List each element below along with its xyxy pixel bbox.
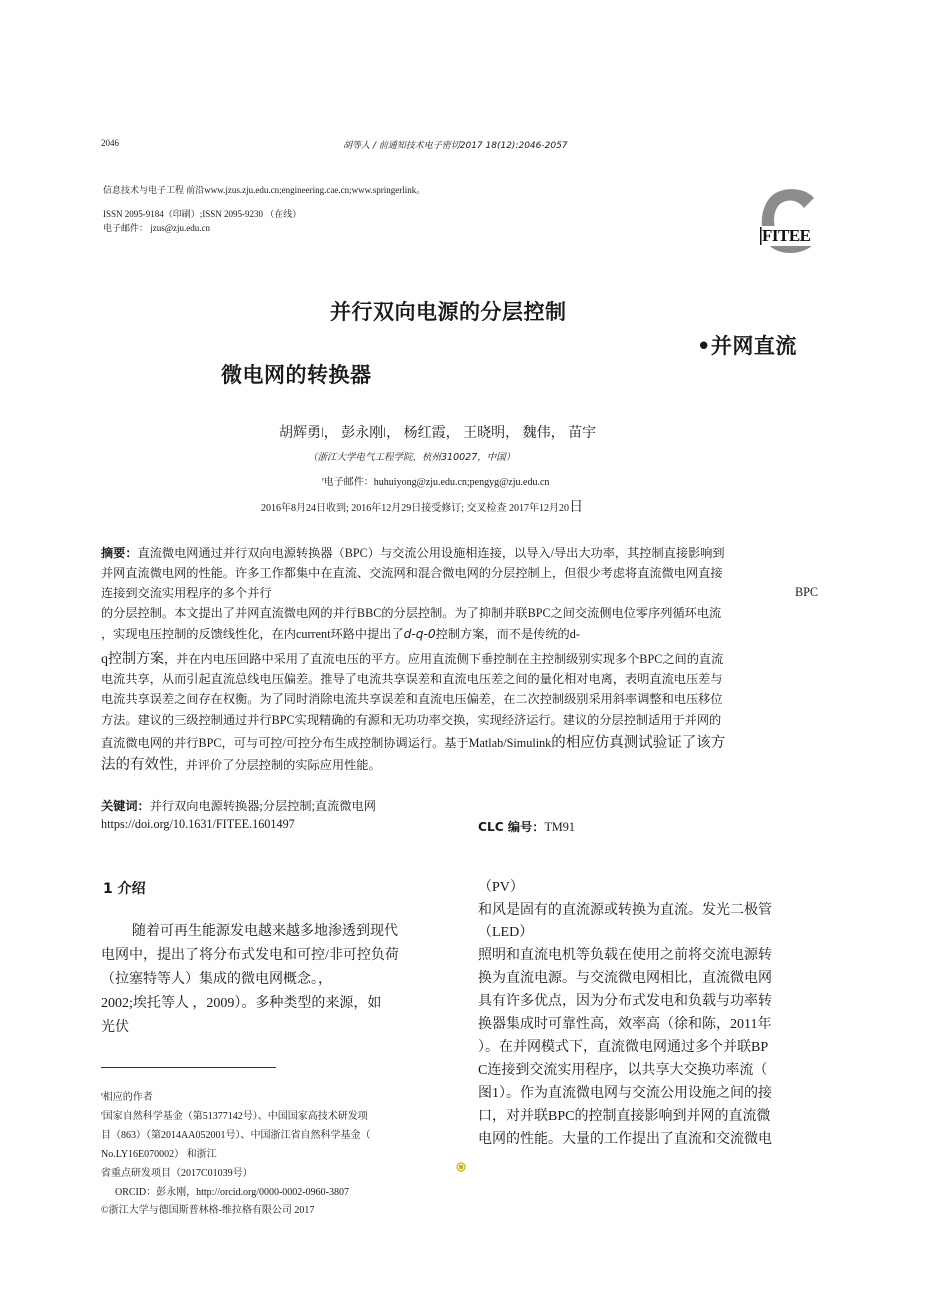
- abstract-line-9: 方法。建议的三级控制通过并行BPC实现精确的有源和无功功率交换，实现经济运行。建议的分层控制适用于并网的: [101, 713, 722, 727]
- intro-right-line-7: 换器集成时可靠性高，效率高（徐和陈，2011年: [478, 1017, 772, 1032]
- intro-left-line-3: （拉塞特等人）集成的微电网概念。，: [101, 972, 332, 987]
- page-number: 2046: [101, 138, 119, 148]
- doi-link[interactable]: https://doi.org/10.1631/FITEE.1601497: [101, 817, 295, 831]
- abstract-line-3-bpc: BPC: [795, 585, 819, 599]
- abstract-label: 摘要：: [101, 546, 138, 560]
- author-email: ꞌ电子邮件：huhuiyong@zju.edu.cn;pengyg@zju.edu.cn: [322, 477, 550, 488]
- footnote-funding-1: ꞌ国家自然科学基金（第51377142号）、中国国家高技术研发项: [101, 1111, 368, 1122]
- intro-right-line-11: 口，对并联BPC的控制直接影响到并网的直流微: [478, 1109, 771, 1124]
- fitee-logo: [756, 186, 822, 256]
- abstract-line-2: 并网直流微电网的性能。许多工作都集中在直流、交流网和混合微电网的分层控制上，但很少考虑将直流微电网直接: [101, 566, 723, 580]
- footnote-funding-3: No.LY16E070002） 和浙江: [101, 1149, 217, 1160]
- journal-running-title: 胡等人 / 前通知技术电子密切2017 18(12):2046-2057: [343, 141, 568, 151]
- abstract-line-4: 的分层控制。本文提出了并网直流微电网的并行BBC的分层控制。为了抑制并联BPC之间交流侧电位零序列循环电流: [101, 606, 722, 620]
- intro-left-line-4: 2002;埃托等人 ，2009）。多种类型的来源，如: [101, 996, 382, 1011]
- footnote-separator: [101, 1067, 276, 1068]
- intro-right-line-6: 具有许多优点，因为分布式发电和负载与功率转: [478, 994, 772, 1009]
- footnote-orcid: ORCID：彭永刚，http://orcid.org/0000-0002-0960-3807: [115, 1187, 349, 1198]
- intro-left-line-2: 电网中，提出了将分布式发电和可控/非可控负荷: [101, 948, 399, 963]
- dq0-term: d-q-0: [403, 627, 436, 641]
- affiliation: （浙江大学电气工程学院，杭州310027，中国）: [308, 452, 516, 463]
- abstract-line-5: ，实现电压控制的反馈线性化，在内current环路中提出了d-q-0控制方案，而不是传统的d-: [101, 627, 580, 641]
- intro-right-line-12: 电网的性能。大量的工作提出了直流和交流微电: [478, 1132, 772, 1147]
- keywords-line: [101, 797, 376, 814]
- intro-left-line-5: 光伏: [101, 1020, 129, 1035]
- abstract-line-6: q控制方案，并在内电压回路中采用了直流电压的平方。应用直流侧下垂控制在主控制级别实现多个BPC之间的直流: [101, 652, 724, 667]
- fitee-logo-text: FITEE: [762, 226, 811, 245]
- intro-right-line-10: 图1）。作为直流微电网与交流公用设施之间的接: [478, 1086, 772, 1101]
- issn-line: ISSN 2095-9184（印刷）;ISSN 2095-9230 （在线）: [103, 209, 302, 219]
- intro-right-line-9: C连接到交流实用程序，以共享大交换功率流（: [478, 1063, 768, 1078]
- journal-email: 电子邮件： jzus@zju.edu.cn: [103, 223, 211, 233]
- author-list: 胡辉勇ǀ， 彭永刚ǀ， 杨红霞， 王晓明， 魏伟， 苗宇: [279, 426, 597, 441]
- clc-line: [478, 818, 575, 835]
- intro-right-line-3: （LED）: [478, 925, 534, 940]
- intro-right-line-8: ）。在并网模式下，直流微电网通过多个并联BP: [478, 1040, 769, 1055]
- clc-label: CLC 编号：: [478, 820, 545, 834]
- footnote-copyright: ©浙江大学与德国斯普林格-维拉格有限公司 2017: [101, 1205, 315, 1216]
- dates-day: 日: [569, 500, 584, 515]
- intro-right-line-2: 和风是固有的直流源或转换为直流。发光二极管: [478, 903, 772, 918]
- paper-title-line-2: •并网直流: [697, 334, 797, 358]
- paper-title-line-1: 并行双向电源的分层控制: [330, 300, 567, 324]
- abstract-line-10: 直流微电网的并行BPC，可与可控/可控分布生成控制协调运行。基于Matlab/Simulink的相应仿真测试验证了该方: [101, 735, 726, 751]
- dates-line: [261, 496, 583, 516]
- paper-title-line-3: 微电网的转换器: [221, 363, 372, 387]
- marker-icon: [456, 1157, 466, 1167]
- dates-main: 2016年8月24日收到; 2016年12月29日接受修订; 交叉检查 2017年12月20: [261, 503, 570, 514]
- section-heading-intro: 1 介绍: [103, 881, 146, 897]
- intro-left-line-1: 随着可再生能源发电越来越多地渗透到现代: [132, 924, 398, 939]
- abstract-line-7: 电流共享，从而引起直流总线电压偏差。推导了电流共享误差和直流电压差之间的量化相对电离，表明直流电压差与: [101, 672, 723, 686]
- intro-right-line-1: （PV）: [478, 880, 524, 895]
- abstract-line-3: 连接到交流实用程序的多个并行: [101, 586, 272, 600]
- journal-info-line: 信息技术与电子工程 前沿www.jzus.zju.edu.cn;engineering.cae.cn;www.springerlink。: [103, 185, 426, 195]
- abstract-line-1: 摘要：直流微电网通过并行双向电源转换器（BPC）与交流公用设施相连接，以导入/导出大功率，其控制直接影响到: [101, 546, 725, 560]
- clc-value: TM91: [544, 820, 575, 834]
- footnote-funding-4: 省重点研发项目（2017C01039号）: [101, 1168, 253, 1179]
- intro-right-line-4: 照明和直流电机等负载在使用之前将交流电源转: [478, 948, 772, 963]
- intro-right-line-5: 换为直流电源。与交流微电网相比，直流微电网: [478, 971, 772, 986]
- keywords-text: 并行双向电源转换器;分层控制;直流微电网: [149, 799, 376, 813]
- footnote-corresponding: ꞌ相应的作者: [101, 1092, 153, 1103]
- footnote-funding-2: 目（863）（第2014AA052001号）、中国浙江省自然科学基金（: [101, 1130, 371, 1141]
- abstract-line-11: 法的有效性，并评价了分层控制的实际应用性能。: [101, 757, 381, 773]
- abstract-line-8: 电流共享误差之间存在权衡。为了同时消除电流共享误差和直流电压偏差，在二次控制级别采用斜率调整和电压移位: [101, 692, 723, 706]
- keywords-label: 关键词：: [101, 799, 150, 813]
